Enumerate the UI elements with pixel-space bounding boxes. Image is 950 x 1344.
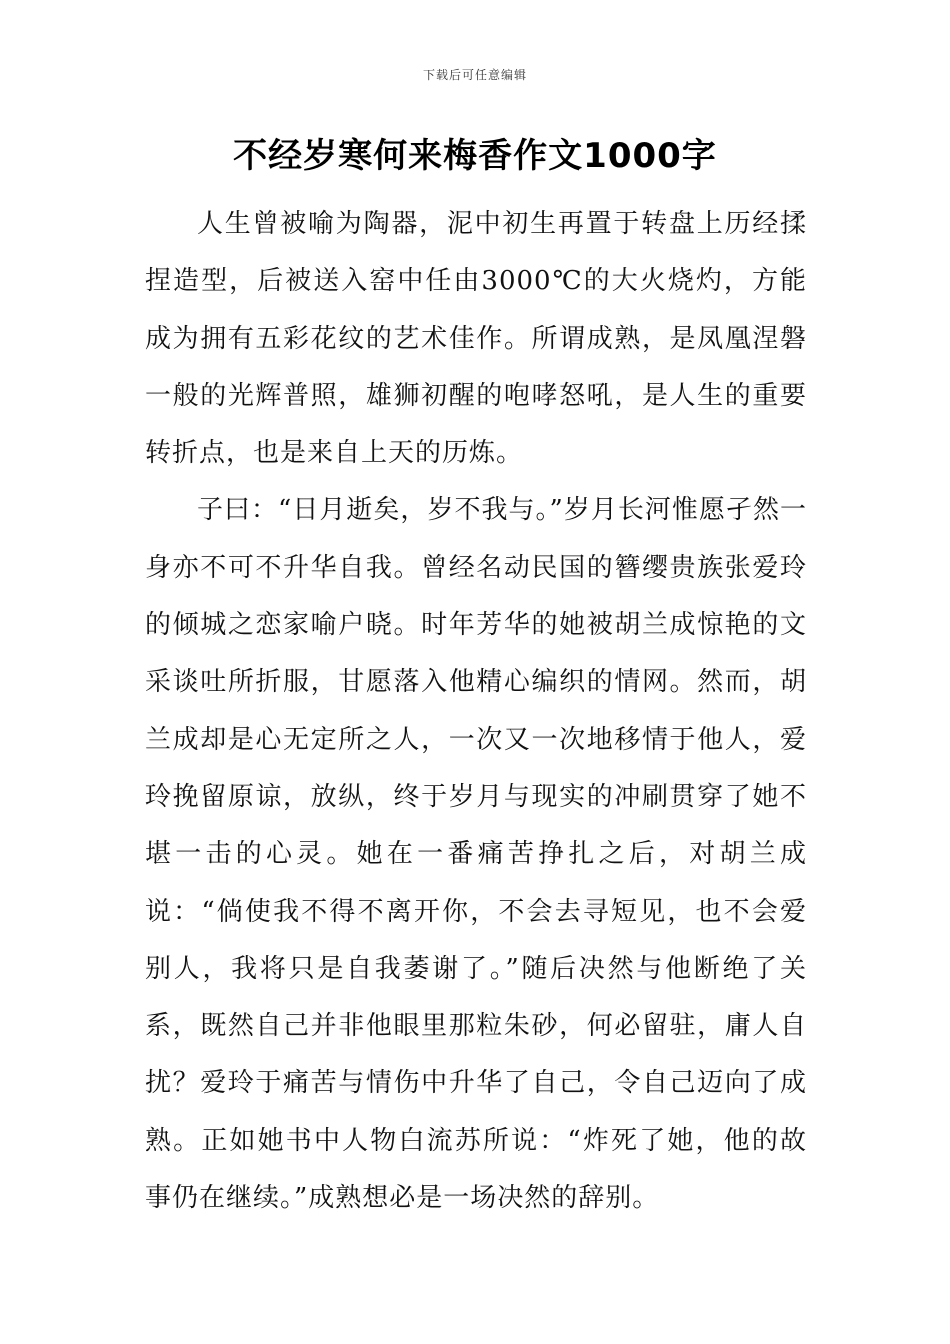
paragraph-2: 子曰：“日月逝矣，岁不我与。”岁月长河惟愿孑然一身亦不可不升华自我。曾经名动民国的簪缨贵族张爱玲的倾城之恋家喻户晓。时年芳华的她被胡兰成惊艳的文采谈吐所折服，甘愿落入他精心编织的情网。然而，胡兰成却是心无定所之人，一次又一次地移情于他人，爱玲挽留原谅，放纵，终于岁月与现实的冲刷贯穿了她不堪一击的心灵。她在一番痛苦挣扎之后，对胡兰成说：“倘使我不得不离开你，不会去寻短见，也不会爱别人，我将只是自我萎谢了。”随后决然与他断绝了关系，既然自己并非他眼里那粒朱砂，何必留驻，庸人自扰？爱玲于痛苦与情伤中升华了自己，令自己迈向了成熟。正如她书中人物白流苏所说：“炸死了她，他的故事仍在继续。”成熟想必是一场决然的辞别。 bbox=[145, 495, 807, 1214]
paragraph-1: 人生曾被喻为陶器，泥中初生再置于转盘上历经揉捏造型，后被送入窑中任由3000℃的大火烧灼，方能成为拥有五彩花纹的艺术佳作。所谓成熟，是凤凰涅磐一般的光辉普照，雄狮初醒的咆哮怒吼，是人生的重要转折点，也是来自上天的历炼。 bbox=[145, 209, 807, 469]
page-title: 不经岁寒何来梅香作文1000字 bbox=[233, 136, 717, 176]
document-body bbox=[145, 196, 807, 1227]
header-note: 下载后可任意编辑 bbox=[422, 68, 527, 82]
